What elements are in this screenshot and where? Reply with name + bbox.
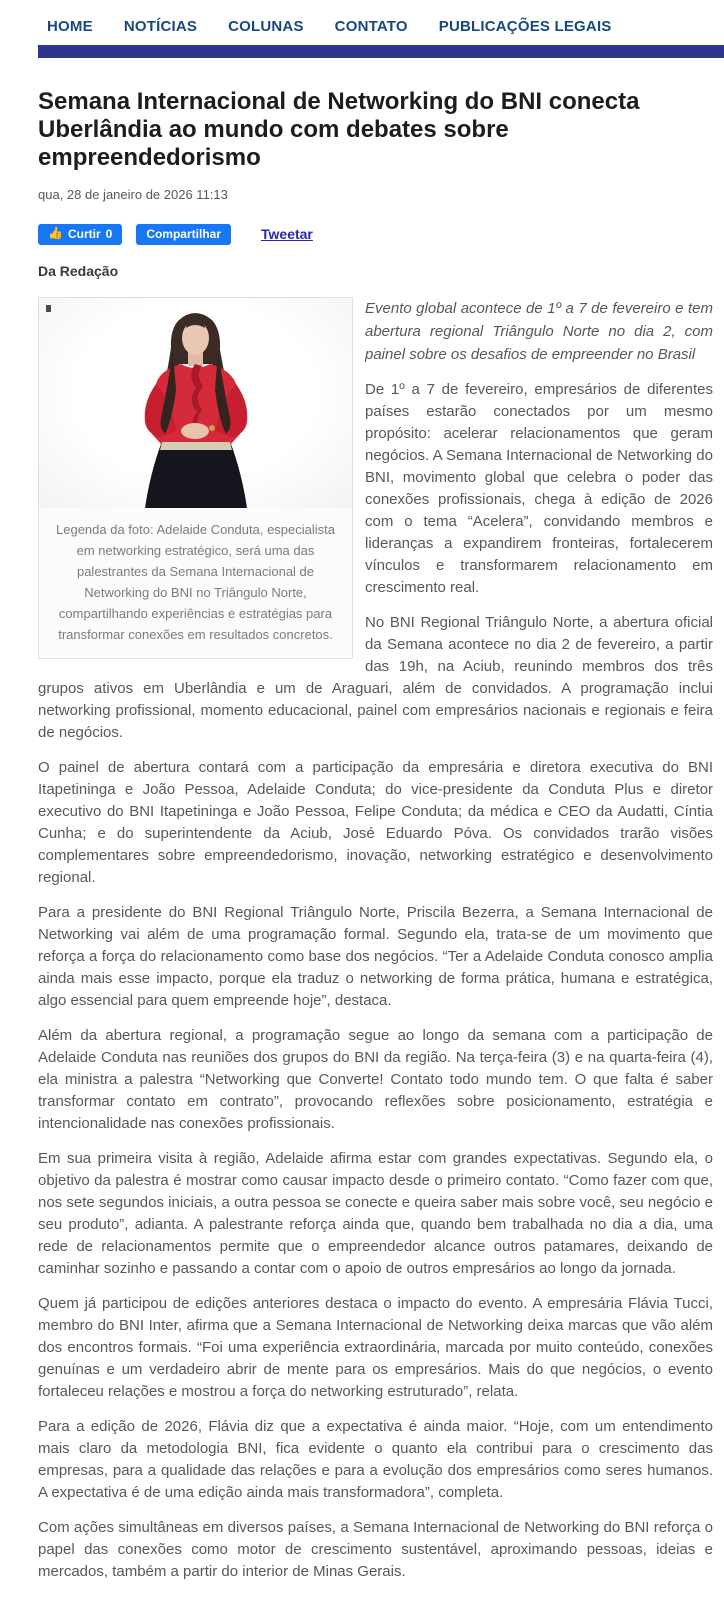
- article-photo: [39, 298, 352, 508]
- share-label: Compartilhar: [146, 227, 221, 241]
- nav-item-noticias[interactable]: NOTÍCIAS: [123, 18, 198, 35]
- article-paragraph: Em sua primeira visita à região, Adelaide afirma estar com grandes expectativas. Segundo ela, o objetivo da palestra é mostrar como causar impacto desde o primeiro contato. “Como fazer com que, nos sete segundos iniciais, a outra pessoa se conecte e queira saber mais sobre você, seu negócio e seu produto”, adianta. A palestrante reforça ainda que, quando bem trabalhada no dia a dia, uma rede de relacionamentos permite que o empreendedor alcance outros patamares, deixando de caminhar sozinho e passando a contar com o apoio de outros empresários ao longo da jornada.: [38, 1150, 713, 1277]
- nav-item-home[interactable]: HOME: [47, 18, 93, 35]
- article-paragraph: Além da abertura regional, a programação segue ao longo da semana com a participação de Adelaide Conduta nas reuniões dos grupos do BNI da região. Na terça-feira (3) e na quarta-feira (4), ela ministra a palestra “Networking que Converte! Contato todo mundo tem. O que falta é saber transformar contato em contrato”, provocando reflexões sobre posicionamento, estratégia e intencionalidade nas conexões profissionais.: [38, 1027, 713, 1132]
- publish-date: qua, 28 de janeiro de 2026 11:13: [38, 187, 228, 202]
- nav-divider-bar: [38, 45, 724, 58]
- article-paragraph: De 1º a 7 de fevereiro, empresários de diferentes países estarão conectados por um mesmo propósito: acelerar relacionamentos que geram negócios. A Semana Internacional de Networking do BNI, movimento global que celebra o poder das conexões profissionais, chega à edição de 2026 com o tema “Acelera”, convidando membros e lideranças a expandirem fronteiras, fortalecerem vínculos e transformarem relacionamento em crescimento real.: [365, 381, 713, 596]
- nav-item-colunas[interactable]: COLUNAS: [228, 18, 304, 35]
- tweet-link[interactable]: Tweetar: [261, 226, 313, 242]
- nav-item-publicacoes-legais[interactable]: PUBLICAÇÕES LEGAIS: [438, 18, 612, 35]
- byline: Da Redação: [38, 263, 119, 279]
- article-body: [38, 295, 713, 1583]
- nav-item-contato[interactable]: CONTATO: [334, 18, 408, 35]
- photo-artifact-square: [46, 305, 51, 312]
- facebook-like-button[interactable]: [38, 224, 122, 245]
- photo-caption: Legenda da foto: Adelaide Conduta, especialista em networking estratégico, será uma das palestrantes da Semana Internacional de Networking do BNI no Triângulo Norte, compartilhando experiências e estratégias para transformar conexões em resultados concretos.: [39, 508, 352, 658]
- article-lead: Evento global acontece de 1º a 7 de fevereiro e tem abertura regional Triângulo Norte no dia 2, com painel sobre os desafios de empreender no Brasil: [365, 300, 713, 363]
- like-label: Curtir: [67, 227, 101, 241]
- thumbs-up-icon: 👍: [48, 226, 63, 240]
- main-nav: [0, 0, 724, 36]
- article-paragraph: Para a presidente do BNI Regional Triângulo Norte, Priscila Bezerra, a Semana Internacional de Networking vai além de uma programação formal. Segundo ela, trata-se de um movimento que reforça a força do relacionamento como base dos negócios. “Ter a Adelaide Conduta conosco amplia ainda mais esse impacto, porque ela traduz o networking de forma prática, humana e estratégica, algo essencial para quem empreende hoje”, destaca.: [38, 904, 713, 1009]
- like-count: 0: [105, 227, 113, 241]
- article-paragraph: No BNI Regional Triângulo Norte, a abertura oficial da Semana acontece no dia 2 de fevereiro, a partir das 19h, na Aciub, reunindo membros dos três grupos ativos em Uberlândia e um de Araguari, além de convidados. A programação inclui networking profissional, momento educacional, painel com empresários nacionais e regionais e feira de negócios.: [38, 614, 713, 741]
- article-figure: [38, 297, 353, 659]
- woman-portrait-illustration: [39, 298, 352, 508]
- article-paragraph: Quem já participou de edições anteriores destaca o impacto do evento. A empresária Flávia Tucci, membro do BNI Inter, afirma que a Semana Internacional de Networking deixa marcas que vão além dos encontros formais. “Foi uma experiência extraordinária, marcada por muito conteúdo, conexões genuínas e um verdadeiro abrir de mente para os empresários. Mais do que negócios, o evento fortaleceu relações e mostrou a força do networking estruturado”, relata.: [38, 1295, 713, 1400]
- article-paragraph: Com ações simultâneas em diversos países, a Semana Internacional de Networking do BNI reforça o papel das conexões como motor de crescimento sustentável, aproximando pessoas, ideias e mercados, também a partir do interior de Minas Gerais.: [38, 1519, 713, 1580]
- facebook-share-button[interactable]: [136, 224, 231, 245]
- article-paragraph: O painel de abertura contará com a participação da empresária e diretora executiva do BNI Itapetininga e João Pessoa, Adelaide Conduta; do vice-presidente da Conduta Plus e diretor executivo do BNI Itapetininga e João Pessoa, Felipe Conduta; da médica e CEO da Audatti, Cíntia Cunha; e do superintendente da Aciub, José Eduardo Póva. Os convidados trarão visões complementares sobre empreendedorismo, inovação, networking estratégico e desenvolvimento regional.: [38, 759, 713, 886]
- article-page: [0, 88, 724, 1613]
- page-title: Semana Internacional de Networking do BNI conecta Uberlândia ao mundo com debates sobre empreendedorismo: [38, 88, 640, 171]
- article-paragraph: Para a edição de 2026, Flávia diz que a expectativa é ainda maior. “Hoje, com um entendimento mais claro da metodologia BNI, fica evidente o quanto ela contribui para o crescimento das empresas, para a qualidade das relações e para a evolução dos empresários como seres humanos. A expectativa é de uma edição ainda mais transformadora”, completa.: [38, 1418, 713, 1501]
- social-share-row: [38, 223, 713, 245]
